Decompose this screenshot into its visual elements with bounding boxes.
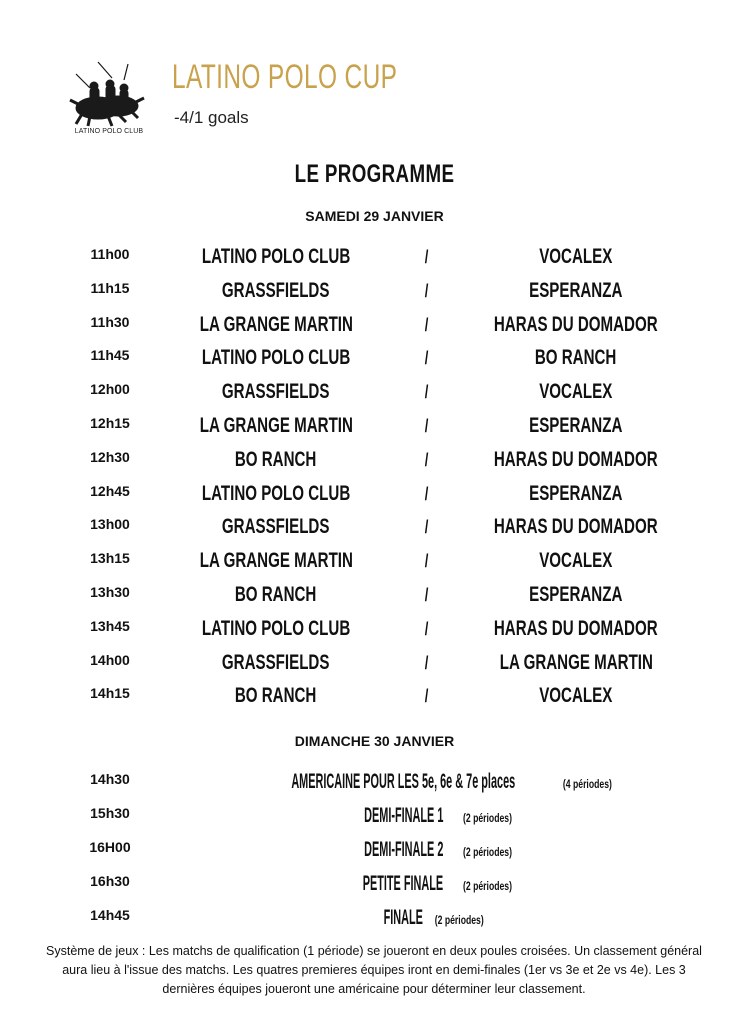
- event-name: PETITE FINALE: [363, 872, 444, 895]
- team-away: [456, 646, 696, 680]
- event-duration: (2 périodes): [462, 845, 512, 859]
- team-home: [166, 679, 386, 713]
- versus-separator: [400, 240, 454, 274]
- team-home-name: GRASSFIELDS: [222, 380, 330, 404]
- team-away-name: VOCALEX: [539, 245, 613, 268]
- event-title-text: [348, 799, 511, 835]
- match-row: [0, 679, 749, 713]
- team-home-name: LA GRANGE MARTIN: [199, 549, 353, 573]
- event-title-text: [248, 765, 612, 801]
- team-away-name: VOCALEX: [539, 549, 613, 573]
- team-away: [456, 308, 696, 342]
- versus-separator: [400, 544, 454, 578]
- sunday-label: DIMANCHE 30 JANVIER: [294, 733, 455, 749]
- team-away-name: ESPERANZA: [529, 414, 623, 437]
- match-time: 11h15: [90, 279, 130, 296]
- team-away-name: HARAS DU DOMADOR: [494, 616, 658, 640]
- match-time: 13h00: [90, 516, 130, 533]
- event-row: [0, 799, 749, 833]
- team-home-name: LATINO POLO CLUB: [201, 481, 351, 505]
- team-home-name: LATINO POLO CLUB: [201, 616, 351, 640]
- event-name: DEMI-FINALE 2: [363, 838, 444, 861]
- team-away-name: HARAS DU DOMADOR: [494, 312, 658, 336]
- team-away: [456, 240, 696, 274]
- event-time: 14h30: [90, 771, 130, 787]
- event-row: [0, 833, 749, 867]
- event-title: [150, 799, 710, 833]
- team-home-name: BO RANCH: [235, 684, 317, 708]
- versus-separator: [400, 341, 454, 375]
- match-row: [0, 409, 749, 443]
- versus-separator: [400, 274, 454, 308]
- team-away-name: HARAS DU DOMADOR: [494, 515, 658, 539]
- team-home-name: LATINO POLO CLUB: [201, 346, 351, 370]
- team-away: [456, 578, 696, 612]
- match-row: [0, 477, 749, 511]
- versus-separator-text: /: [425, 686, 429, 707]
- program-title: [0, 160, 749, 189]
- match-time: 11h45: [90, 347, 130, 364]
- team-home-name: GRASSFIELDS: [222, 515, 330, 539]
- versus-separator: [400, 612, 454, 646]
- team-away: [456, 274, 696, 308]
- event-time: 15h30: [90, 805, 130, 821]
- team-home-name: LA GRANGE MARTIN: [199, 312, 353, 336]
- team-away: [456, 443, 696, 477]
- event-time: 16H00: [89, 839, 131, 855]
- versus-separator-text: /: [425, 483, 429, 504]
- versus-separator-text: /: [425, 618, 429, 639]
- team-away: [456, 477, 696, 511]
- match-row: [0, 341, 749, 375]
- event-title: [150, 833, 710, 867]
- match-time: 12h15: [90, 415, 130, 431]
- event-time: 16h30: [90, 873, 130, 889]
- versus-separator: [400, 409, 454, 443]
- versus-separator-text: /: [425, 652, 429, 673]
- versus-separator-text: /: [425, 348, 429, 369]
- team-home: [166, 510, 386, 544]
- team-home: [166, 240, 386, 274]
- event-row: [0, 765, 749, 799]
- team-home-name: LATINO POLO CLUB: [201, 245, 351, 268]
- event-title: [150, 765, 710, 799]
- match-row: [0, 544, 749, 578]
- saturday-label: SAMEDI 29 JANVIER: [305, 208, 444, 224]
- event-row: [0, 867, 749, 901]
- match-row: [0, 443, 749, 477]
- team-away: [456, 679, 696, 713]
- match-row: [0, 646, 749, 680]
- versus-separator-text: /: [425, 449, 429, 470]
- versus-separator: [400, 375, 454, 409]
- match-time: 12h30: [90, 448, 130, 465]
- team-home: [166, 409, 386, 443]
- versus-separator-text: /: [425, 314, 429, 335]
- event-title-text: [348, 867, 513, 903]
- team-home: [166, 612, 386, 646]
- team-away-name: BO RANCH: [535, 346, 617, 370]
- team-home: [166, 308, 386, 342]
- versus-separator: [400, 646, 454, 680]
- polo-players-logo-icon: [68, 58, 148, 138]
- team-home-name: BO RANCH: [235, 447, 317, 471]
- versus-separator: [400, 679, 454, 713]
- match-row: [0, 240, 749, 274]
- team-away: [456, 341, 696, 375]
- match-row: [0, 510, 749, 544]
- match-time: 13h30: [90, 584, 130, 600]
- match-time: 12h00: [90, 381, 130, 398]
- logo-caption: LATINO POLO CLUB: [74, 128, 144, 135]
- match-row: [0, 612, 749, 646]
- event-row: [0, 901, 749, 935]
- match-row: [0, 274, 749, 308]
- match-time: 11h00: [90, 246, 130, 262]
- match-row: [0, 308, 749, 342]
- team-home: [166, 477, 386, 511]
- event-title: [150, 867, 710, 901]
- event-name: AMERICAINE POUR LES 5e, 6e & 7e places: [291, 770, 516, 793]
- team-away-name: VOCALEX: [539, 380, 613, 404]
- team-away-name: ESPERANZA: [529, 481, 623, 505]
- team-home: [166, 544, 386, 578]
- team-away: [456, 375, 696, 409]
- team-away-name: LA GRANGE MARTIN: [499, 650, 653, 674]
- team-home: [166, 375, 386, 409]
- page-subtitle: -4/1 goals: [174, 108, 249, 127]
- match-time: 14h15: [90, 685, 130, 702]
- team-away-name: HARAS DU DOMADOR: [494, 447, 658, 471]
- versus-separator-text: /: [425, 585, 429, 605]
- versus-separator: [400, 510, 454, 544]
- team-away-name: VOCALEX: [539, 684, 613, 708]
- page-title: LATINO POLO CUP: [172, 58, 398, 96]
- team-home-name: BO RANCH: [235, 583, 317, 606]
- program-title-text: LE PROGRAMME: [294, 160, 455, 188]
- event-name: FINALE: [383, 906, 424, 929]
- versus-separator: [400, 477, 454, 511]
- team-home-name: GRASSFIELDS: [222, 278, 330, 302]
- match-row: [0, 375, 749, 409]
- team-away: [456, 612, 696, 646]
- match-time: 14h00: [90, 651, 130, 668]
- team-home: [166, 646, 386, 680]
- team-home: [166, 578, 386, 612]
- event-title-text: [348, 833, 511, 869]
- match-time: 12h45: [90, 482, 130, 499]
- match-time: 13h45: [90, 617, 130, 634]
- rules-note: Système de jeux : Les matchs de qualification (1 période) se joueront en deux poules croisées. Un classement général aura lieu à l'issue des matchs. Les quatres premieres équipes iront en demi-finales (1er vs 3e et 2e vs 4e). Les 3 dernières équipes joueront une américaine pour déterminer leur classement.: [46, 944, 702, 996]
- event-title-text: [376, 901, 484, 937]
- team-home: [166, 274, 386, 308]
- team-home-name: GRASSFIELDS: [222, 650, 330, 674]
- team-away: [456, 510, 696, 544]
- team-away-name: ESPERANZA: [529, 278, 623, 302]
- versus-separator: [400, 443, 454, 477]
- versus-separator-text: /: [425, 247, 429, 267]
- versus-separator: [400, 308, 454, 342]
- versus-separator-text: /: [425, 280, 429, 301]
- event-name: DEMI-FINALE 1: [363, 804, 444, 827]
- versus-separator-text: /: [425, 382, 429, 403]
- event-duration: (2 périodes): [463, 879, 513, 893]
- team-away: [456, 409, 696, 443]
- team-home-name: LA GRANGE MARTIN: [199, 414, 353, 437]
- versus-separator-text: /: [425, 517, 429, 538]
- versus-separator: [400, 578, 454, 612]
- match-row: [0, 578, 749, 612]
- team-away-name: ESPERANZA: [529, 583, 623, 606]
- event-duration: (2 périodes): [434, 913, 484, 927]
- match-time: 11h30: [90, 313, 130, 330]
- team-home: [166, 341, 386, 375]
- match-time: 13h15: [90, 550, 130, 567]
- event-time: 14h45: [90, 907, 130, 923]
- versus-separator-text: /: [425, 551, 429, 572]
- team-home: [166, 443, 386, 477]
- event-duration: (4 périodes): [563, 777, 613, 791]
- event-duration: (2 périodes): [462, 811, 512, 825]
- team-away: [456, 544, 696, 578]
- event-title: [150, 901, 710, 935]
- versus-separator-text: /: [425, 416, 429, 436]
